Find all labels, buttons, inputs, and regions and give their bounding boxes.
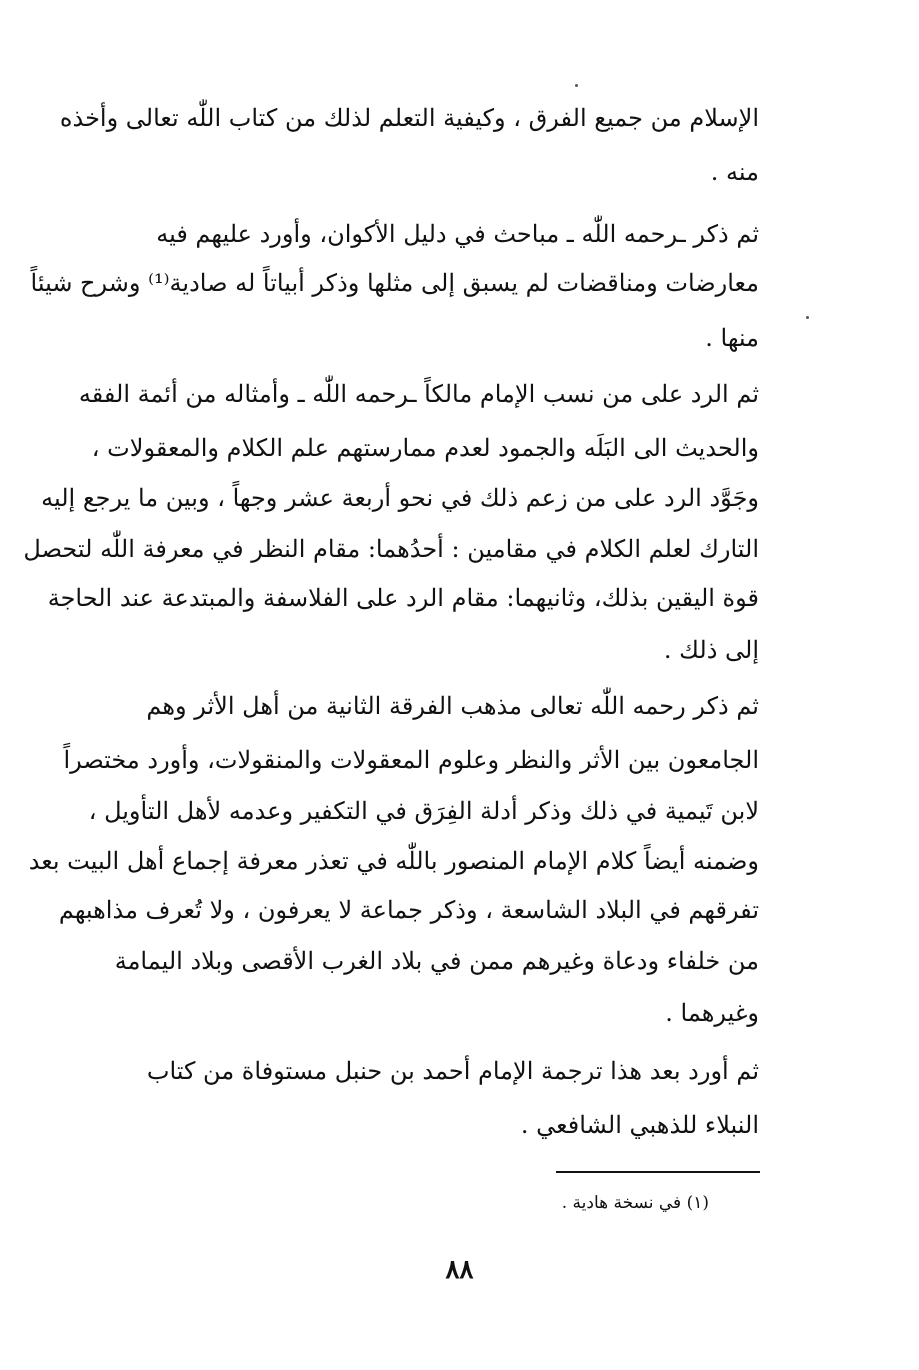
text-line: الإسلام من جميع الفرق ، وكيفية التعلم لذلك من كتاب اللّٰه تعالى وأخذه: [59, 104, 759, 132]
text-line: التارك لعلم الكلام في مقامين : أحدُهما: مقام النظر في معرفة اللّٰه لتحصل: [23, 535, 759, 563]
text-line: منها .: [705, 324, 759, 352]
text-line: وجَوَّد الرد على من زعم ذلك في نحو أربعة عشر وجهاً ، وبين ما يرجع إليه: [41, 484, 759, 512]
text-line: معارضات ومناقضات لم يسبق إلى مثلها وذكر أبياتاً له صادية⁽¹⁾ وشرح شيئاً: [30, 269, 759, 297]
text-line: وغيرهما .: [665, 999, 759, 1027]
text-line: لابن تَيمية في ذلك وذكر أدلة الفِرَق في التكفير وعدمه لأهل التأويل ،: [88, 797, 759, 825]
page-number: ٨٨: [445, 1255, 474, 1285]
text-line: من خلفاء ودعاة وغيرهم ممن في بلاد الغرب الأقصى وبلاد اليمامة: [114, 947, 759, 975]
text-line: النبلاء للذهبي الشافعي .: [520, 1111, 759, 1139]
footnote: (١) في نسخة هادية .: [561, 1193, 709, 1213]
text-line: منه .: [710, 158, 759, 186]
text-line: ثم ذكر ـرحمه اللّٰه ـ مباحث في دليل الأكوان، وأورد عليهم فيه: [156, 220, 759, 248]
footnote-separator: [556, 1171, 760, 1173]
text-line: ثم الرد على من نسب الإمام مالكاً ـرحمه اللّٰه ـ وأمثاله من أئمة الفقه: [78, 380, 759, 408]
scan-speck: [806, 316, 809, 319]
scan-speck: [575, 84, 578, 87]
text-line: وضمنه أيضاً كلام الإمام المنصور باللّٰه في تعذر معرفة إجماع أهل البيت بعد: [28, 847, 759, 875]
text-line: والحديث الى البَلَه والجمود لعدم ممارستهم علم الكلام والمعقولات ،: [91, 434, 759, 462]
text-line: ثم أورد بعد هذا ترجمة الإمام أحمد بن حنبل مستوفاة من كتاب: [146, 1057, 759, 1085]
text-line: إلى ذلك .: [663, 636, 759, 664]
text-line: تفرقهم في البلاد الشاسعة ، وذكر جماعة لا يعرفون ، ولا تُعرف مذاهبهم: [58, 896, 759, 924]
text-line: قوة اليقين بذلك، وثانيهما: مقام الرد على الفلاسفة والمبتدعة عند الحاجة: [47, 584, 759, 612]
text-line: الجامعون بين الأثر والنظر وعلوم المعقولات والمنقولات، وأورد مختصراً: [63, 746, 759, 774]
text-line: ثم ذكر رحمه اللّٰه تعالى مذهب الفرقة الثانية من أهل الأثر وهم: [146, 692, 759, 720]
